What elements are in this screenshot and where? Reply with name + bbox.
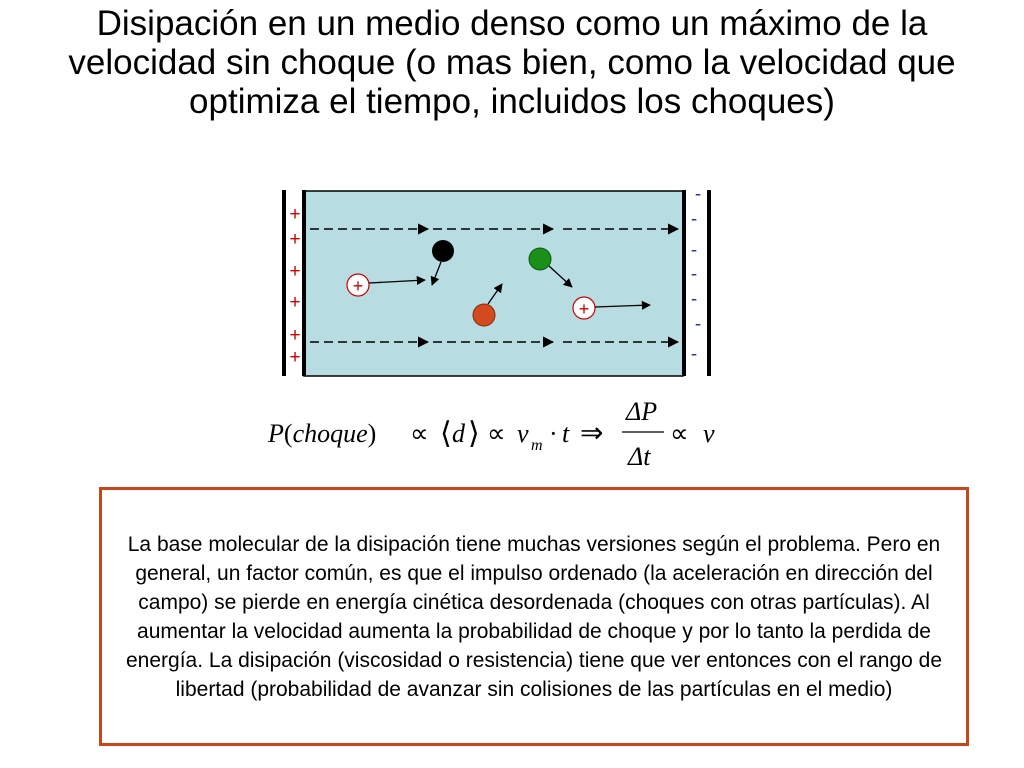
formula-open-paren: (: [283, 419, 293, 448]
formula-implies: ⇒: [580, 418, 604, 449]
plus-sign: +: [289, 325, 301, 346]
minus-sign: -: [690, 209, 698, 230]
formula-delta-t: Δt: [628, 442, 651, 471]
formula-t: t: [562, 419, 570, 448]
explanation-text: La base molecular de la disipación tiene muchas versiones según el problema. Pero en general, un factor común, es que el impulso ordenado (la aceleración en dirección del campo) se pierde en energía cinética desordenada (choques con otras partículas). Al aumentar la velocidad aumenta la probabilidad de choque y por lo tanto la perdida de energía. La disipación (viscosidad o resistencia) tiene que ver entonces con el rango de libertad (probabilidad de avanzar sin colisiones de las partículas en el medio): [126, 532, 942, 701]
plus-sign: +: [289, 204, 301, 225]
formula-d: d: [452, 419, 465, 448]
formula-v-final: v: [703, 419, 715, 448]
formula-v: v: [517, 419, 529, 448]
formula-P: P: [268, 419, 284, 448]
plus-sign: +: [289, 347, 301, 368]
minus-sign: -: [690, 240, 698, 261]
formula-delta-P: ΔP: [626, 397, 658, 426]
formula-close-paren: ): [367, 419, 377, 448]
minus-sign: -: [690, 264, 698, 285]
formula-propto-2: ∝: [487, 419, 506, 448]
minus-sign: -: [694, 314, 702, 335]
plus-sign: +: [289, 261, 301, 282]
svg-text:+: +: [352, 276, 364, 296]
svg-text:+: +: [578, 299, 590, 319]
minus-sign: -: [694, 184, 702, 205]
formula-propto-1: ∝: [410, 419, 429, 448]
formula-choque: choque: [292, 419, 368, 448]
formula-propto-3: ∝: [670, 419, 689, 448]
formula-cdot: ·: [549, 419, 558, 448]
plus-sign: +: [289, 229, 301, 250]
minus-sign: -: [690, 344, 698, 365]
svg-text:P(choque): [267, 419, 376, 448]
explanation-box: [99, 487, 969, 746]
formula-langle: ⟨: [440, 417, 452, 450]
slide-title: Disipación en un medio denso como un máximo de la velocidad sin choque (o mas bien, como la velocidad que optimiza el tiempo, incluidos los choques): [68, 4, 956, 121]
formula-rangle: ⟩: [468, 417, 480, 450]
plus-sign: +: [289, 292, 301, 313]
minus-sign: -: [690, 289, 698, 310]
formula-sub-m: m: [531, 437, 543, 454]
